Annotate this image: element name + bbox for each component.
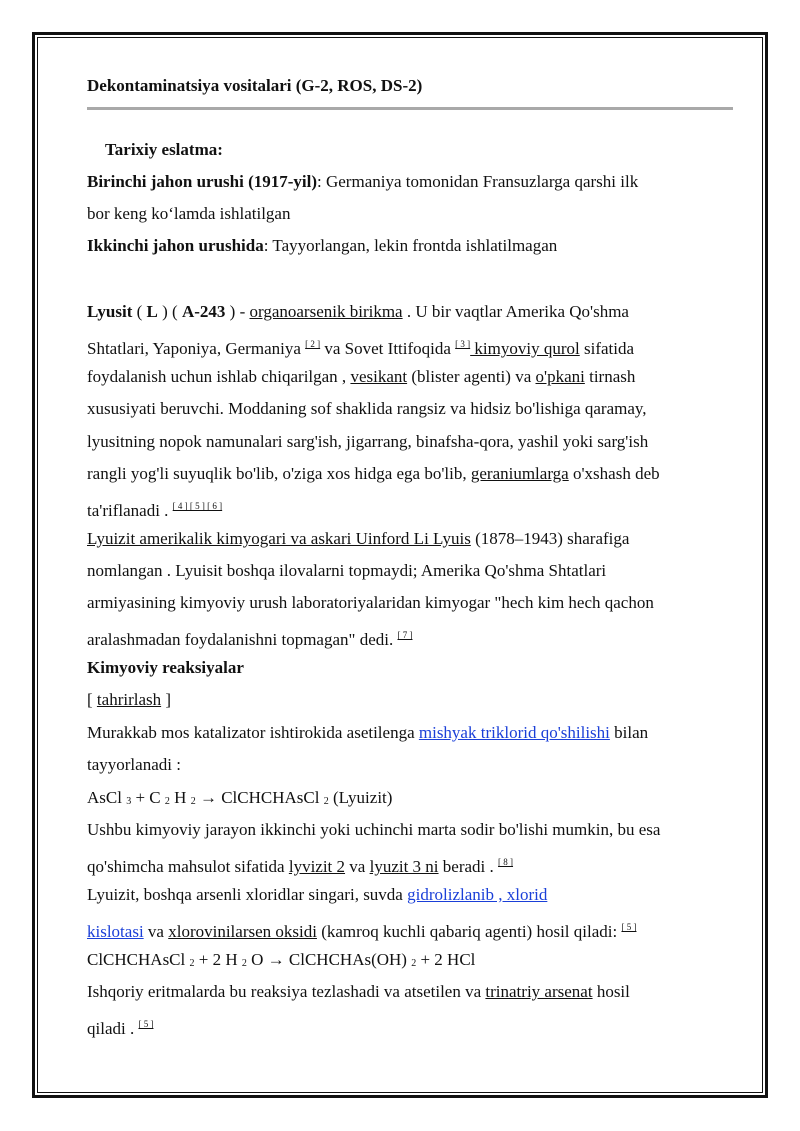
- p1-line7: ta'riflanadi . [ 4 ] [ 5 ] [ 6 ]: [87, 501, 223, 520]
- p1-line1: Lyusit ( L ) ( A-243 ) - organoarsenik birikma . U bir vaqtlar Amerika Qo'shma: [87, 302, 629, 321]
- r3-line2: kislotasi va xlorovinilarsen oksidi (kamroq kuchli qabariq agenti) hosil qiladi: [ 5 ]: [87, 922, 637, 941]
- p2-line4: aralashmadan foydalanishni topmagan" dedi. [ 7 ]: [87, 630, 413, 649]
- edit-link[interactable]: tahrirlash: [96, 690, 162, 709]
- link-trinatriy-arsenat[interactable]: trinatriy arsenat: [485, 982, 593, 1001]
- equation-1: AsCl $_3$ + C $_2$ H $_2$ → ClCHCHAsCl $_2$ (Lyuizit): [87, 788, 393, 807]
- link-organoarsenik[interactable]: organoarsenik birikma: [249, 302, 403, 321]
- ref-3[interactable]: [ 3 ]: [455, 339, 471, 349]
- r4-line2: qiladi . [ 5 ]: [87, 1019, 154, 1038]
- p2-line1: Lyuizit amerikalik kimyogari va askari Uinford Li Lyuis (1878–1943) sharafiga: [87, 529, 630, 548]
- link-opkani[interactable]: o'pkani: [535, 367, 585, 386]
- history-heading: Tarixiy eslatma:: [105, 140, 223, 159]
- link-vesikant[interactable]: vesikant: [350, 367, 408, 386]
- ref-8[interactable]: [ 8 ]: [498, 857, 514, 867]
- r1-line2: tayyorlanadi :: [87, 755, 181, 774]
- r2-line2: qo'shimcha mahsulot sifatida lyvizit 2 va lyuzit 3 ni beradi . [ 8 ]: [87, 857, 514, 876]
- r3-line1: Lyuizit, boshqa arsenli xloridlar singari, suvda gidrolizlanib , xlorid: [87, 885, 548, 904]
- p1-line2: Shtatlari, Yaponiya, Germaniya [ 2 ] va Sovet Ittifoqida [ 3 ] kimyoviy qurol sifatida: [87, 339, 635, 358]
- link-mishyak-triklorid[interactable]: mishyak triklorid qo'shilishi: [418, 723, 610, 742]
- link-geraniumlarga[interactable]: geraniumlarga: [470, 464, 569, 483]
- ref-7[interactable]: [ 7 ]: [397, 630, 413, 640]
- ww2-label: Ikkinchi jahon urushida: [87, 236, 264, 255]
- r4-line1: Ishqoriy eritmalarda bu reaksiya tezlashadi va atsetilen va trinatriy arsenat hosil: [87, 982, 630, 1001]
- history-ww1-line2: bor keng ko‘lamda ishlatilgan: [87, 204, 291, 223]
- equation-2: ClCHCHAsCl $_2$ + 2 H $_2$ O → ClCHCHAs(OH) $_2$ + 2 HCl: [87, 950, 476, 969]
- ww1-label: Birinchi jahon urushi (1917-yil): [87, 172, 318, 191]
- p2-line3: armiyasining kimyoviy urush laboratoriyalaridan kimyogar "hech kim hech qachon: [87, 593, 654, 612]
- p1-line5: lyusitning nopok namunalari sarg'ish, jigarrang, binafsha-qora, yashil yoki sarg'ish: [87, 432, 649, 451]
- edit-line: [ tahrirlash ]: [87, 690, 172, 709]
- p1-line6: rangli yog'li suyuqlik bo'lib, o'ziga xos hidga ega bo'lib, geraniumlarga o'xshash deb: [87, 464, 660, 483]
- p2-line2: nomlangan . Lyuisit boshqa ilovalarni topmaydi; Amerika Qo'shma Shtatlari: [87, 561, 607, 580]
- r2-line1: Ushbu kimyoviy jarayon ikkinchi yoki uchinchi marta sodir bo'lishi mumkin, bu esa: [87, 820, 661, 839]
- ref-5-a[interactable]: [ 5 ]: [621, 922, 637, 932]
- ref-5-b[interactable]: [ 5 ]: [138, 1019, 154, 1029]
- link-gidrolizlanib[interactable]: gidrolizlanib , xlorid: [407, 885, 548, 904]
- p1-line4: xususiyati beruvchi. Moddaning sof shaklida rangsiz va hidsiz bo'lishiga qaramay,: [87, 399, 647, 418]
- history-ww1-line1: Birinchi jahon urushi (1917-yil): Germaniya tomonidan Fransuzlarga qarshi ilk: [87, 172, 639, 191]
- link-lyuizit-lyuis[interactable]: Lyuizit amerikalik kimyogari va askari Uinford Li Lyuis: [87, 529, 471, 548]
- link-kislotasi[interactable]: kislotasi: [87, 922, 144, 941]
- p1-line3: foydalanish uchun ishlab chiqarilgan , vesikant (blister agenti) va o'pkani tirnash: [87, 367, 636, 386]
- reactions-heading: Kimyoviy reaksiyalar: [87, 658, 244, 677]
- link-lyuzit-3[interactable]: lyuzit 3 ni: [369, 857, 439, 876]
- r1-line1: Murakkab mos katalizator ishtirokida asetilenga mishyak triklorid qo'shilishi bilan: [87, 723, 649, 742]
- ref-4-5-6[interactable]: [ 4 ] [ 5 ] [ 6 ]: [172, 501, 223, 511]
- ref-2[interactable]: [ 2 ]: [305, 339, 321, 349]
- link-xlorovinilarsen[interactable]: xlorovinilarsen oksidi: [168, 922, 317, 941]
- document-title: Dekontaminatsiya vositalari (G-2, ROS, DS-2): [87, 76, 423, 95]
- header-divider: [87, 107, 733, 110]
- history-ww2-line: Ikkinchi jahon urushida: Tayyorlangan, lekin frontda ishlatilmagan: [87, 236, 558, 255]
- link-lyvizit-2[interactable]: lyvizit 2: [288, 857, 346, 876]
- link-kimyoviy-qurol[interactable]: kimyoviy qurol: [470, 339, 580, 358]
